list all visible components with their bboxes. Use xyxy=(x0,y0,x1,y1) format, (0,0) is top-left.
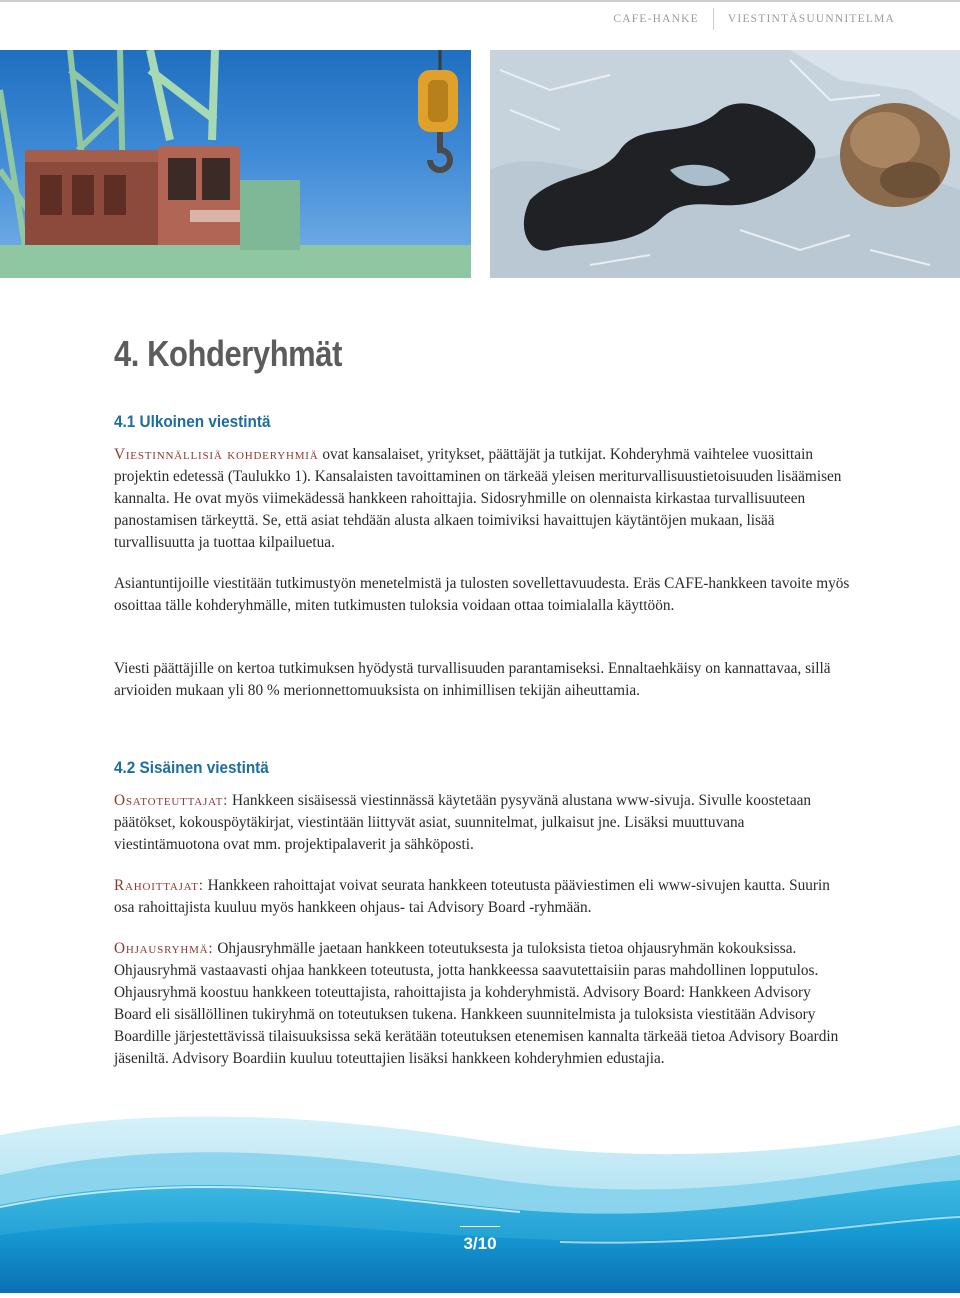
internal-lead-steering: Ohjausryhmä: xyxy=(114,940,214,957)
header-project: CAFE-HANKE xyxy=(613,13,699,25)
external-lead: Viestinnällisiä kohderyhmiä xyxy=(114,446,319,463)
subsection-title-external: 4.1 Ulkoinen viestintä xyxy=(114,412,271,431)
internal-lead-implementers: Osatoteuttajat: xyxy=(114,792,229,809)
external-paragraph-1-text: ovat kansalaiset, yritykset, päättäjät ja tutkijat. Kohderyhmä vaihtelee vuosittain projektin edetessä (Taulukko 1). Kansalaisten tavoittaminen on tärkeää yleisen meriturvallisuustietoisuuden lisäämisen kannalta. He ovat myös viimekädessä hankkeen rahoittajia. Sidosryhmille on olennaista kirkastaa turvallisuuteen panostamisen tärkeyttä. Se, että asiat tehdään alusta alkaen toimiviksi havaittujen käytäntöjen mukaan, lisää turvallisuutta ja tuottaa kilpailuetua. xyxy=(114,446,842,551)
internal-lead-funders: Rahoittajat: xyxy=(114,877,204,894)
internal-paragraph-2 xyxy=(114,875,850,919)
external-paragraph-3: Viesti päättäjille on kertoa tutkimuksen hyödystä turvallisuuden parantamiseksi. Ennaltaehkäisy on kannattavaa, sillä arvioiden mukaan yli 80 % merionnettomuuksista on inhimillisen tekijän aiheuttamia. xyxy=(114,660,831,699)
page-number: 3/10 xyxy=(460,1226,500,1254)
internal-paragraph-3 xyxy=(114,938,850,1070)
internal-paragraph-3-text: Ohjausryhmälle jaetaan hankkeen toteutuksesta ja tuloksista tietoa ohjausryhmän kokouksissa. Ohjausryhmä vastaavasti ohjaa hankkeen toteutusta, jotta hankkeessa saavutettaisiin paras mahdollinen lopputulos. Ohjausryhmä koostuu hankkeen toteuttajista, rahoittajista ja kohderyhmistä. Advisory Board: Hankkeen Advisory Board eli sisällöllinen tukiryhmä on toteutuksen tukena. Hankkeen suunnitelmista ja tuloksista viestitään Advisory Boardille järjestettävissä tilaisuuksissa sekä kerätään toteutuksen etenemisen kannalta tärkeää tietoa Advisory Boardin jäseniltä. Advisory Boardiin kuuluu toteuttajien lisäksi hankkeen kohderyhmien edustajia. xyxy=(114,940,839,1067)
section-title: 4. Kohderyhmät xyxy=(114,333,342,374)
subsection-title-internal: 4.2 Sisäinen viestintä xyxy=(114,758,269,777)
external-paragraph-2: Asiantuntijoille viestitään tutkimustyön menetelmistä ja tulosten sovellettavuudesta. Eräs CAFE-hankkeen tavoite myös osoittaa tälle kohderyhmälle, miten tutkimusten tuloksia voidaan ottaa toimialalla käyttöön. xyxy=(114,575,850,614)
internal-paragraph-1 xyxy=(114,790,850,856)
top-rule xyxy=(0,0,960,2)
ice-photo xyxy=(490,50,960,278)
header-document: VIESTINTÄSUUNNITELMA xyxy=(727,13,895,25)
wave-footer xyxy=(0,1095,960,1293)
internal-paragraph-1-text: Hankkeen sisäisessä viestinnässä käytetään pysyvänä alustana www-sivuja. Sivulle koostetaan päätökset, kokouspöytäkirjat, viestintään liittyvät asiat, suunnitelmat, julkaisut jne. Lisäksi muuttuvana viestintämuotona ovat mm. projektipalaverit ja sähköposti. xyxy=(114,792,812,853)
header-divider xyxy=(713,8,714,30)
internal-paragraph-2-text: Hankkeen rahoittajat voivat seurata hankkeen toteutusta pääviestimen eli www-sivujen kautta. Suurin osa rahoittajista kuuluu myös hankkeen ohjaus- tai Advisory Board -ryhmään. xyxy=(114,877,830,916)
running-header xyxy=(613,8,895,30)
external-paragraph-1 xyxy=(114,444,850,554)
crane-photo xyxy=(0,50,471,278)
